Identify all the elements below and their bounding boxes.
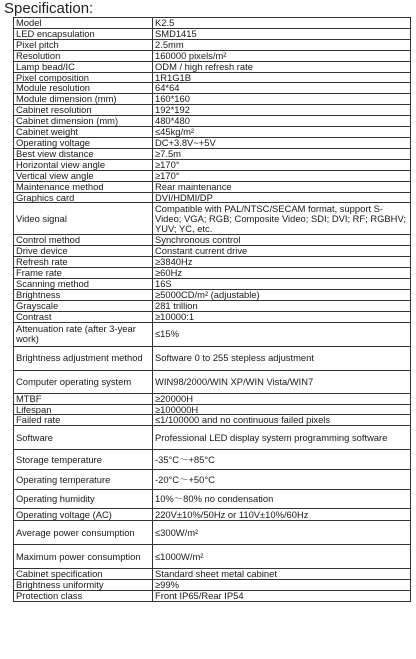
- spec-label: Frame rate: [14, 268, 153, 279]
- spec-label: Video signal: [14, 203, 153, 235]
- spec-value: 2.5mm: [153, 39, 411, 50]
- spec-table: [13, 17, 411, 602]
- spec-row: [14, 569, 411, 580]
- spec-label: Refresh rate: [14, 257, 153, 268]
- spec-label: Graphics card: [14, 192, 153, 203]
- spec-label: Protection class: [14, 591, 153, 602]
- spec-value: ≤15%: [153, 322, 411, 346]
- spec-value: ≥99%: [153, 580, 411, 591]
- spec-value: ≥20000H: [153, 393, 411, 404]
- spec-row: [14, 246, 411, 257]
- spec-value: ≥60Hz: [153, 268, 411, 279]
- spec-row: [14, 404, 411, 415]
- spec-value: Constant current drive: [153, 246, 411, 257]
- spec-value: ≥10000:1: [153, 311, 411, 322]
- spec-label: Brightness: [14, 289, 153, 300]
- spec-value: ≥100000H: [153, 404, 411, 415]
- spec-row: [14, 28, 411, 39]
- spec-value: 192*192: [153, 105, 411, 116]
- spec-label: Grayscale: [14, 300, 153, 311]
- spec-label: Lamp bead/IC: [14, 61, 153, 72]
- spec-row: [14, 39, 411, 50]
- spec-row: [14, 450, 411, 470]
- spec-value: ≥7.5m: [153, 148, 411, 159]
- spec-row: [14, 83, 411, 94]
- spec-label: Control method: [14, 235, 153, 246]
- spec-value: Front IP65/Rear IP54: [153, 591, 411, 602]
- spec-value: -20°C～+50°C: [153, 470, 411, 490]
- spec-value: Compatible with PAL/NTSC/SECAM format, support S-Video; VGA; RGB; Composite Video; SDI; DVI; RF; RGBHV; YUV; YC, etc.: [153, 203, 411, 235]
- spec-row: [14, 72, 411, 83]
- spec-row: [14, 61, 411, 72]
- spec-row: [14, 580, 411, 591]
- spec-row: [14, 415, 411, 426]
- spec-row: [14, 18, 411, 29]
- spec-value: ≤1/100000 and no continuous failed pixels: [153, 415, 411, 426]
- page-title: Specification:: [4, 0, 94, 17]
- spec-row: [14, 105, 411, 116]
- spec-value: ≥5000CD/m² (adjustable): [153, 289, 411, 300]
- spec-row: [14, 94, 411, 105]
- spec-value: Synchronous control: [153, 235, 411, 246]
- spec-label: Maximum power consumption: [14, 545, 153, 569]
- spec-value: 480*480: [153, 116, 411, 127]
- spec-value: Rear maintenance: [153, 181, 411, 192]
- spec-label: Best view distance: [14, 148, 153, 159]
- spec-row: [14, 127, 411, 138]
- spec-row: [14, 192, 411, 203]
- spec-row: [14, 311, 411, 322]
- spec-row: [14, 268, 411, 279]
- spec-label: Cabinet weight: [14, 127, 153, 138]
- spec-row: [14, 159, 411, 170]
- spec-value: ≤45kg/m²: [153, 127, 411, 138]
- spec-value: 16S: [153, 279, 411, 290]
- spec-row: [14, 181, 411, 192]
- spec-value: Software 0 to 255 stepless adjustment: [153, 346, 411, 370]
- spec-label: Computer operating system: [14, 370, 153, 393]
- spec-value: 220V±10%/50Hz or 110V±10%/60Hz: [153, 509, 411, 521]
- spec-label: Storage temperature: [14, 450, 153, 470]
- spec-row: [14, 426, 411, 450]
- spec-value: ODM / high refresh rate: [153, 61, 411, 72]
- spec-value: Professional LED display system programming software: [153, 426, 411, 450]
- spec-label: Operating voltage: [14, 137, 153, 148]
- spec-label: Attenuation rate (after 3-year work): [14, 322, 153, 346]
- spec-row: [14, 521, 411, 545]
- spec-label: Scanning method: [14, 279, 153, 290]
- spec-row: [14, 300, 411, 311]
- spec-label: LED encapsulation: [14, 28, 153, 39]
- spec-value: ≥170°: [153, 159, 411, 170]
- spec-label: Cabinet specification: [14, 569, 153, 580]
- spec-value: 10%～80% no condensation: [153, 490, 411, 509]
- spec-row: [14, 137, 411, 148]
- spec-row: [14, 470, 411, 490]
- spec-row: [14, 289, 411, 300]
- spec-row: [14, 203, 411, 235]
- spec-label: Pixel pitch: [14, 39, 153, 50]
- spec-value: K2.5: [153, 18, 411, 29]
- spec-row: [14, 148, 411, 159]
- spec-label: Pixel composition: [14, 72, 153, 83]
- spec-value: DC+3.8V~+5V: [153, 137, 411, 148]
- spec-label: Drive device: [14, 246, 153, 257]
- spec-label: Horizontal view angle: [14, 159, 153, 170]
- spec-label: Operating voltage (AC): [14, 509, 153, 521]
- spec-value: ≤1000W/m²: [153, 545, 411, 569]
- spec-label: Lifespan: [14, 404, 153, 415]
- spec-label: Model: [14, 18, 153, 29]
- spec-value: 64*64: [153, 83, 411, 94]
- spec-row: [14, 170, 411, 181]
- spec-label: Failed rate: [14, 415, 153, 426]
- spec-label: Cabinet resolution: [14, 105, 153, 116]
- spec-value: ≥3840Hz: [153, 257, 411, 268]
- spec-value: Standard sheet metal cabinet: [153, 569, 411, 580]
- spec-label: Resolution: [14, 50, 153, 61]
- spec-label: Module dimension (mm): [14, 94, 153, 105]
- spec-row: [14, 591, 411, 602]
- spec-label: MTBF: [14, 393, 153, 404]
- spec-value: -35°C～+85°C: [153, 450, 411, 470]
- spec-row: [14, 346, 411, 370]
- spec-label: Software: [14, 426, 153, 450]
- spec-label: Maintenance method: [14, 181, 153, 192]
- spec-row: [14, 393, 411, 404]
- spec-row: [14, 235, 411, 246]
- spec-value: ≤300W/m²: [153, 521, 411, 545]
- spec-label: Module resolution: [14, 83, 153, 94]
- spec-value: 281 trillion: [153, 300, 411, 311]
- spec-value: WIN98/2000/WIN XP/WIN Vista/WIN7: [153, 370, 411, 393]
- spec-row: [14, 50, 411, 61]
- spec-label: Operating temperature: [14, 470, 153, 490]
- spec-row: [14, 509, 411, 521]
- spec-row: [14, 116, 411, 127]
- spec-row: [14, 322, 411, 346]
- spec-label: Brightness adjustment method: [14, 346, 153, 370]
- spec-value: 1R1G1B: [153, 72, 411, 83]
- spec-value: DVI/HDMI/DP: [153, 192, 411, 203]
- spec-label: Cabinet dimension (mm): [14, 116, 153, 127]
- spec-row: [14, 545, 411, 569]
- spec-label: Contrast: [14, 311, 153, 322]
- spec-label: Brightness uniformity: [14, 580, 153, 591]
- spec-value: ≥170°: [153, 170, 411, 181]
- spec-label: Average power consumption: [14, 521, 153, 545]
- spec-label: Operating humidity: [14, 490, 153, 509]
- spec-row: [14, 279, 411, 290]
- spec-row: [14, 257, 411, 268]
- spec-label: Vertical view angle: [14, 170, 153, 181]
- spec-row: [14, 490, 411, 509]
- spec-row: [14, 370, 411, 393]
- spec-value: 160000 pixels/m²: [153, 50, 411, 61]
- spec-value: 160*160: [153, 94, 411, 105]
- spec-value: SMD1415: [153, 28, 411, 39]
